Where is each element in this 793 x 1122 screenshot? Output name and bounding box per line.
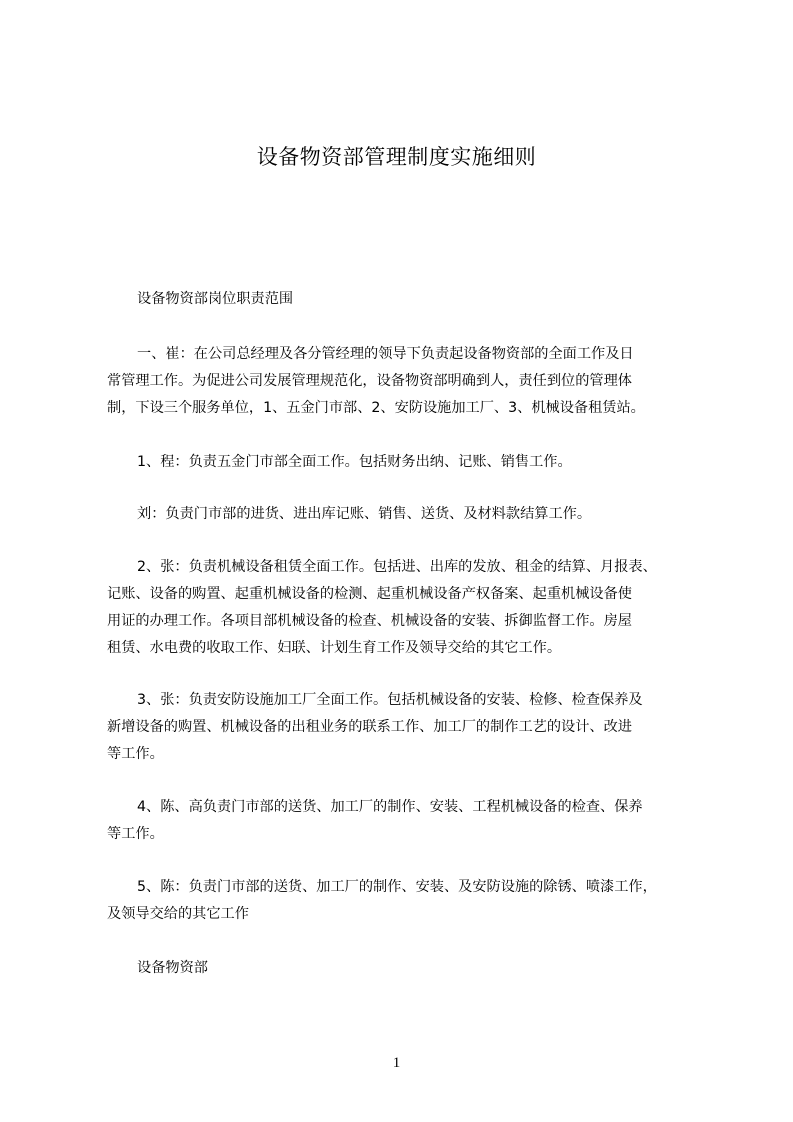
paragraph-5-line-1: 3、张：负责安防设施加工厂全面工作。包括机械设备的安装、检修、检查保养及 xyxy=(137,692,643,708)
page-number: 1 xyxy=(392,1055,401,1071)
paragraph-6-line-1: 4、陈、高负责门市部的送货、加工厂的制作、安装、工程机械设备的检查、保养 xyxy=(137,799,643,815)
paragraph-1-line-2: 常管理工作。为促进公司发展管理规范化，设备物资部明确到人，责任到位的管理体 xyxy=(107,373,632,389)
paragraph-4-line-4: 租赁、水电费的收取工作、妇联、计划生育工作及领导交给的其它工作。 xyxy=(107,640,562,656)
paragraph-5-line-3: 等工作。 xyxy=(107,746,164,762)
paragraph-5-line-2: 新增设备的购置、机械设备的出租业务的联系工作、加工厂的制作工艺的设计、改进 xyxy=(107,719,632,735)
signature: 设备物资部 xyxy=(137,960,208,976)
paragraph-4-line-2: 记账、设备的购置、起重机械设备的检测、起重机械设备产权备案、起重机械设备使 xyxy=(107,586,632,602)
paragraph-7-line-1: 5、陈：负责门市部的送货、加工厂的制作、安装、及安防设施的除锈、喷漆工作， xyxy=(137,879,657,895)
paragraph-4-line-1: 2、张：负责机械设备租赁全面工作。包括进、出库的发放、租金的结算、月报表、 xyxy=(137,559,657,575)
paragraph-6-line-2: 等工作。 xyxy=(107,826,164,842)
paragraph-1-line-3: 制，下设三个服务单位，1、五金门市部、2、安防设施加工厂、3、机械设备租赁站。 xyxy=(107,400,645,416)
paragraph-4-line-3: 用证的办理工作。各项目部机械设备的检查、机械设备的安装、拆御监督工作。房屋 xyxy=(107,613,632,629)
paragraph-2-line-1: 1、程：负责五金门市部全面工作。包括财务出纳、记账、销售工作。 xyxy=(137,454,572,470)
paragraph-7-line-2: 及领导交给的其它工作 xyxy=(107,906,249,922)
section-heading: 设备物资部岗位职责范围 xyxy=(137,291,294,307)
paragraph-3-line-1: 刘：负责门市部的进货、进出库记账、销售、送货、及材料款结算工作。 xyxy=(137,506,592,522)
paragraph-1-line-1: 一、崔：在公司总经理及各分管经理的领导下负责起设备物资部的全面工作及日 xyxy=(137,346,634,362)
document-title: 设备物资部管理制度实施细则 xyxy=(256,145,537,169)
